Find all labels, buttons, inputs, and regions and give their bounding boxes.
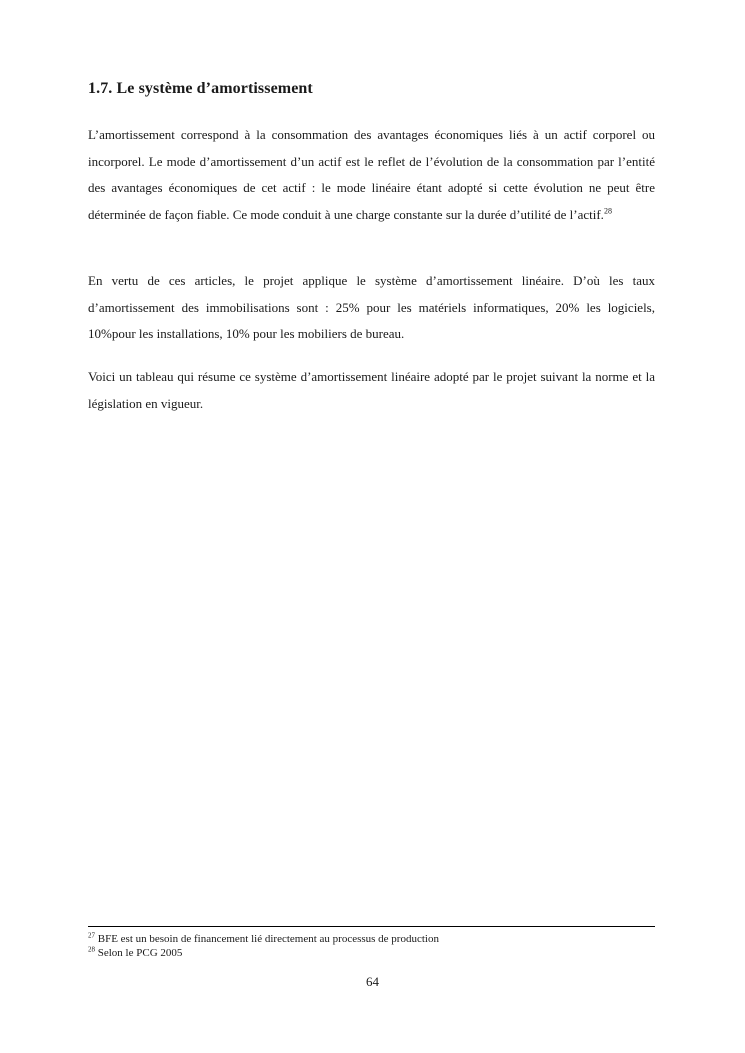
footnote-number: 27 xyxy=(88,931,95,940)
footnote-text: BFE est un besoin de financement lié directement au processus de production xyxy=(97,933,439,945)
footnote-number: 28 xyxy=(88,945,95,954)
paragraph-depreciation-definition xyxy=(88,122,655,228)
paragraph-table-intro xyxy=(88,364,655,417)
paragraph-text: L’amortissement correspond à la consommation des avantages économiques liés à un actif corporel ou incorporel. Le mode d’amortissement d’un actif est le reflet de l’évolution de la consommation par l’entité des avantages économiques de cet actif : le mode linéaire étant adopté si cette évolution ne peut être déterminée de façon fiable. Ce mode conduit à une charge constante sur la durée d’utilité de l’actif. xyxy=(88,127,655,222)
paragraph-text: Voici un tableau qui résume ce système d’amortissement linéaire adopté par le projet suivant la norme et la législation en vigueur. xyxy=(88,369,655,411)
footnote-reference[interactable]: 28 xyxy=(603,206,612,216)
section-heading: 1.7. Le système d’amortissement xyxy=(88,80,313,97)
footnote-item xyxy=(88,946,655,960)
footnote-item xyxy=(88,932,655,946)
paragraph-depreciation-rates xyxy=(88,268,655,348)
footnote-text: Selon le PCG 2005 xyxy=(97,947,183,959)
page-number: 64 xyxy=(366,974,379,989)
paragraph-text: En vertu de ces articles, le projet applique le système d’amortissement linéaire. D’où les taux d’amortissement des immobilisations sont : 25% pour les matériels informatiques, 20% les logiciels, 10%pour les installations, 10% pour les mobiliers de bureau. xyxy=(88,273,655,341)
footnote-separator xyxy=(88,926,655,927)
footnotes xyxy=(88,932,655,960)
